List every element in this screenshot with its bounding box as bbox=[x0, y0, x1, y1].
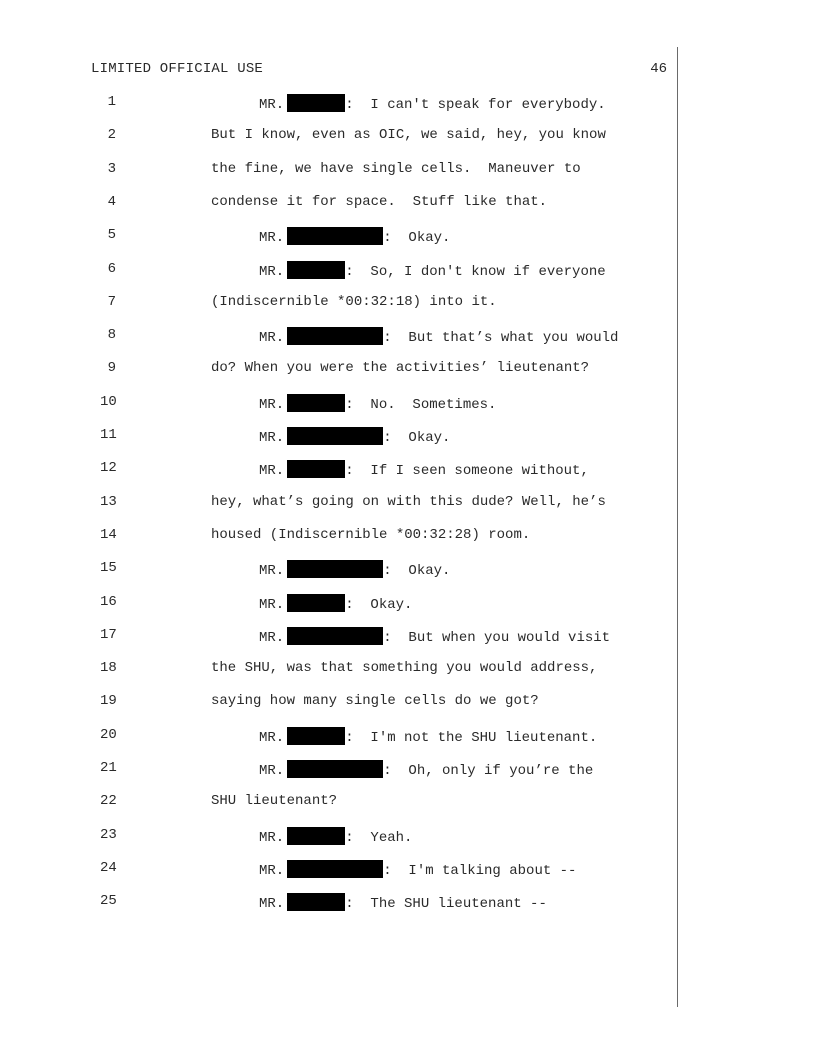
speaker-line bbox=[259, 261, 606, 280]
redaction-box bbox=[287, 227, 383, 245]
line-number: 23 bbox=[100, 826, 117, 843]
speaker-line bbox=[259, 394, 496, 413]
speaker-prefix: MR. bbox=[259, 330, 285, 347]
redaction-box bbox=[287, 594, 345, 612]
transcript-line bbox=[0, 227, 816, 247]
redaction-box bbox=[287, 827, 345, 845]
speaker-line bbox=[259, 427, 450, 446]
transcript-line bbox=[0, 327, 816, 347]
line-number: 16 bbox=[100, 593, 117, 610]
speaker-line bbox=[259, 760, 593, 779]
transcript-line bbox=[0, 427, 816, 447]
redaction-box bbox=[287, 94, 345, 112]
speaker-line bbox=[259, 827, 412, 846]
utterance-text: : Okay. bbox=[383, 230, 451, 247]
redaction-box bbox=[287, 394, 345, 412]
transcript-line bbox=[0, 161, 816, 181]
speaker-line bbox=[259, 560, 450, 579]
speaker-line bbox=[259, 627, 610, 646]
line-number: 2 bbox=[107, 127, 116, 144]
speaker-prefix: MR. bbox=[259, 729, 285, 746]
speaker-prefix: MR. bbox=[259, 596, 285, 613]
transcript-line bbox=[0, 594, 816, 614]
speaker-prefix: MR. bbox=[259, 829, 285, 846]
speaker-line bbox=[259, 327, 618, 346]
redaction-box bbox=[287, 261, 345, 279]
utterance-text: : Okay. bbox=[383, 430, 451, 446]
continuation-line: the fine, we have single cells. Maneuver to bbox=[211, 160, 581, 177]
utterance-text: : The SHU lieutenant -- bbox=[345, 896, 547, 913]
speaker-prefix: MR. bbox=[259, 430, 285, 446]
line-number: 6 bbox=[107, 260, 116, 277]
speaker-line bbox=[259, 227, 450, 246]
line-number: 20 bbox=[100, 726, 117, 743]
utterance-text: : I'm not the SHU lieutenant. bbox=[345, 729, 598, 746]
line-number: 1 bbox=[107, 94, 116, 110]
redaction-box bbox=[287, 893, 345, 911]
classification-header: LIMITED OFFICIAL USE bbox=[91, 61, 264, 77]
line-number: 21 bbox=[100, 760, 117, 776]
utterance-text: : So, I don't know if everyone bbox=[345, 263, 606, 280]
line-number: 17 bbox=[100, 626, 117, 643]
continuation-line: hey, what’s going on with this dude? Well, he’s bbox=[211, 493, 606, 510]
continuation-line: condense it for space. Stuff like that. bbox=[211, 193, 548, 210]
utterance-text: : Okay. bbox=[383, 563, 451, 580]
line-number: 5 bbox=[107, 227, 116, 244]
transcript-line bbox=[0, 860, 816, 880]
speaker-prefix: MR. bbox=[259, 97, 285, 113]
redaction-box bbox=[287, 427, 383, 445]
line-number: 14 bbox=[100, 526, 117, 543]
line-number: 7 bbox=[107, 293, 116, 310]
speaker-prefix: MR. bbox=[259, 263, 285, 280]
continuation-line: saying how many single cells do we got? bbox=[211, 693, 539, 710]
transcript-line bbox=[0, 360, 816, 380]
transcript-line bbox=[0, 294, 816, 314]
redaction-box bbox=[287, 627, 383, 645]
speaker-prefix: MR. bbox=[259, 629, 285, 646]
speaker-line bbox=[259, 893, 547, 912]
line-number: 15 bbox=[100, 560, 117, 577]
continuation-line: the SHU, was that something you would address, bbox=[211, 660, 598, 677]
transcript-line bbox=[0, 693, 816, 713]
redaction-box bbox=[287, 560, 383, 578]
line-number: 22 bbox=[100, 793, 117, 810]
transcript-line bbox=[0, 727, 816, 747]
speaker-line bbox=[259, 460, 589, 479]
speaker-prefix: MR. bbox=[259, 396, 285, 413]
utterance-text: : Okay. bbox=[345, 596, 413, 613]
transcript-line bbox=[0, 261, 816, 281]
continuation-line: do? When you were the activities’ lieutenant? bbox=[211, 360, 590, 377]
redaction-box bbox=[287, 860, 383, 878]
transcript-line bbox=[0, 760, 816, 780]
line-number: 24 bbox=[100, 859, 117, 876]
speaker-prefix: MR. bbox=[259, 463, 285, 480]
utterance-text: : Yeah. bbox=[345, 829, 413, 846]
transcript-line bbox=[0, 793, 816, 813]
transcript-line bbox=[0, 494, 816, 514]
page-number: 46 bbox=[650, 61, 667, 77]
speaker-prefix: MR. bbox=[259, 230, 285, 247]
continuation-line: (Indiscernible *00:32:18) into it. bbox=[211, 293, 497, 310]
continuation-line: But I know, even as OIC, we said, hey, you know bbox=[211, 127, 606, 144]
transcript-line bbox=[0, 893, 816, 913]
redaction-box bbox=[287, 727, 345, 745]
speaker-prefix: MR. bbox=[259, 862, 285, 879]
line-number: 13 bbox=[100, 493, 117, 510]
redaction-box bbox=[287, 760, 383, 778]
speaker-prefix: MR. bbox=[259, 896, 285, 913]
utterance-text: : I can't speak for everybody. bbox=[345, 97, 606, 113]
utterance-text: : Oh, only if you’re the bbox=[383, 763, 594, 779]
transcript-line bbox=[0, 460, 816, 480]
utterance-text: : If I seen someone without, bbox=[345, 463, 589, 480]
transcript-line bbox=[0, 627, 816, 647]
speaker-line bbox=[259, 727, 597, 746]
line-number: 8 bbox=[107, 327, 116, 344]
line-number: 11 bbox=[100, 427, 117, 443]
continuation-line: housed (Indiscernible *00:32:28) room. bbox=[211, 526, 531, 543]
redaction-box bbox=[287, 460, 345, 478]
line-number: 19 bbox=[100, 693, 117, 710]
line-number: 12 bbox=[100, 460, 117, 477]
transcript-line bbox=[0, 127, 816, 147]
line-number: 10 bbox=[100, 393, 117, 410]
utterance-text: : But that’s what you would bbox=[383, 330, 619, 347]
speaker-prefix: MR. bbox=[259, 563, 285, 580]
speaker-prefix: MR. bbox=[259, 763, 285, 779]
line-number: 9 bbox=[107, 360, 116, 377]
speaker-line bbox=[259, 860, 576, 879]
transcript-line bbox=[0, 827, 816, 847]
utterance-text: : But when you would visit bbox=[383, 629, 611, 646]
transcript-line bbox=[0, 660, 816, 680]
line-number: 4 bbox=[107, 193, 116, 210]
utterance-text: : No. Sometimes. bbox=[345, 396, 497, 413]
transcript-line bbox=[0, 527, 816, 547]
transcript-line bbox=[0, 94, 816, 114]
redaction-box bbox=[287, 327, 383, 345]
line-number: 25 bbox=[100, 893, 117, 910]
line-number: 3 bbox=[107, 160, 116, 177]
continuation-line: SHU lieutenant? bbox=[211, 793, 338, 810]
speaker-line bbox=[259, 594, 412, 613]
transcript-line bbox=[0, 394, 816, 414]
speaker-line bbox=[259, 94, 606, 113]
line-number: 18 bbox=[100, 660, 117, 677]
transcript-line bbox=[0, 560, 816, 580]
utterance-text: : I'm talking about -- bbox=[383, 862, 577, 879]
transcript-line bbox=[0, 194, 816, 214]
